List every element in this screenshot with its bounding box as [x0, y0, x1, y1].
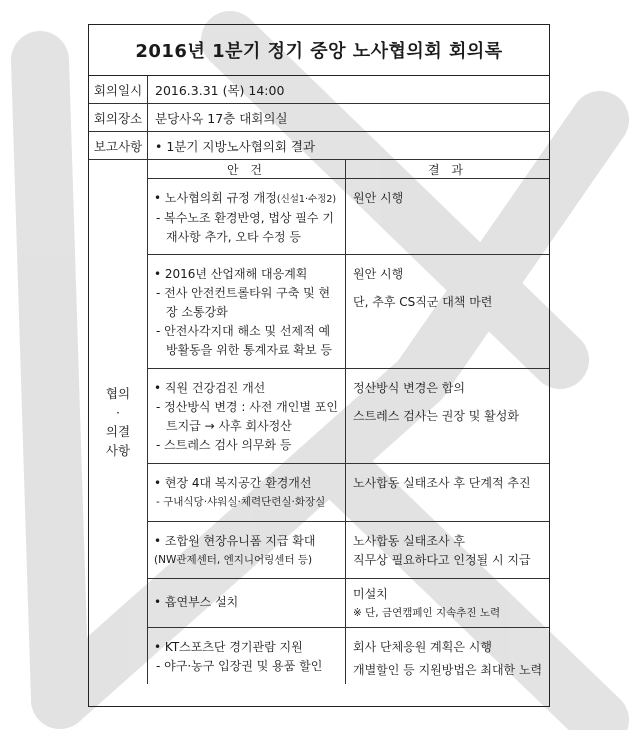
result-cell — [346, 464, 549, 522]
agenda-item-title: • 흡연부스 설치 — [154, 595, 239, 610]
agenda-cell — [148, 522, 346, 578]
agenda-item-title: • 2016년 산업재해 대응계획 — [154, 267, 308, 282]
agenda-table-header — [148, 160, 549, 179]
agenda-item-title: • 노사협의회 규정 개정(신설1·수정2) — [154, 191, 337, 206]
report-row — [89, 132, 549, 160]
agenda-item-detail: - 정산방식 변경 : 사전 개인별 포인트지급 → 사후 회사정산 — [156, 399, 338, 433]
agenda-label-line: 협의 — [105, 386, 131, 401]
agenda-section — [89, 160, 549, 684]
table-row — [148, 579, 549, 628]
minutes-document — [88, 24, 550, 707]
document-title: 2016년 1분기 정기 중앙 노사협의회 회의록 — [89, 25, 549, 76]
agenda-cell — [148, 369, 346, 463]
agenda-item-detail: - 야구·농구 입장권 및 용품 할인 — [156, 659, 323, 673]
result-cell — [346, 628, 549, 684]
result-note: ※ 단, 금연캠페인 지속추진 노력 — [353, 606, 501, 619]
agenda-label-line: · — [116, 405, 120, 420]
column-header-result: 결 과 — [428, 162, 467, 177]
result-cell — [346, 522, 549, 578]
meeting-place-row — [89, 104, 549, 132]
result-cell — [346, 369, 549, 463]
agenda-cell — [148, 579, 346, 627]
result-text: 노사합동 실태조사 후 단계적 추진 — [353, 475, 531, 490]
agenda-item-detail: - 구내식당·샤워실·체력단련실·화장실 — [156, 495, 326, 508]
agenda-label-line: 의결 — [105, 424, 131, 439]
agenda-item-title: • 현장 4대 복지공간 환경개선 — [154, 475, 312, 490]
report-value: • 1분기 지방노사협의회 결과 — [155, 138, 316, 154]
agenda-item-detail: - 안전사각지대 해소 및 선제적 예방활동을 위한 통계자료 확보 등 — [156, 324, 332, 358]
result-cell — [346, 255, 549, 367]
result-text: 미설치 — [353, 586, 388, 601]
meeting-place-value: 분당사옥 17층 대회의실 — [155, 110, 288, 126]
table-row — [148, 179, 549, 255]
column-header-agenda: 안 건 — [148, 160, 346, 178]
meeting-date-value: 2016.3.31 (목) 14:00 — [155, 82, 285, 98]
result-text: 노사합동 실태조사 후 — [353, 534, 465, 549]
table-row — [148, 628, 549, 684]
agenda-cell — [148, 179, 346, 254]
agenda-cell — [148, 464, 346, 522]
result-text: 스트레스 검사는 권장 및 활성화 — [353, 408, 519, 423]
result-text: 원안 시행 — [353, 191, 404, 206]
agenda-cell — [148, 628, 346, 684]
agenda-item-detail: (NW관제센터, 엔지니어링센터 등) — [154, 554, 313, 567]
agenda-item-title: • 조합원 현장유니폼 지급 확대 — [154, 534, 316, 549]
agenda-item-title: • KT스포츠단 경기관람 지원 — [154, 640, 303, 654]
result-text: 단, 추후 CS직군 대책 마련 — [353, 295, 493, 310]
meeting-date-row — [89, 76, 549, 104]
agenda-section-label — [89, 160, 148, 684]
agenda-cell — [148, 255, 346, 367]
agenda-item-note: (신설1·수정2) — [276, 194, 337, 206]
agenda-item-detail: - 복수노조 환경반영, 법상 필수 기재사항 추가, 오타 수정 등 — [156, 211, 334, 245]
result-cell — [346, 179, 549, 254]
agenda-table — [148, 160, 549, 684]
meeting-date-label: 회의일시 — [89, 76, 148, 103]
result-text: 회사 단체응원 계획은 시행 — [353, 640, 492, 654]
meeting-place-label: 회의장소 — [89, 104, 148, 131]
table-row — [148, 369, 549, 464]
agenda-item-detail: - 스트레스 검사 의무화 등 — [156, 437, 292, 452]
agenda-item-title: • 직원 건강검진 개선 — [154, 380, 266, 395]
agenda-label-line: 사항 — [105, 443, 131, 458]
result-text: 직무상 필요하다고 인정될 시 지급 — [353, 553, 531, 568]
result-text: 원안 시행 — [353, 267, 404, 282]
result-text: 정산방식 변경은 합의 — [353, 380, 465, 395]
table-row — [148, 255, 549, 368]
table-row — [148, 464, 549, 523]
report-label: 보고사항 — [89, 132, 148, 159]
result-text: 개별할인 등 지원방법은 최대한 노력 — [353, 663, 543, 677]
result-cell — [346, 579, 549, 627]
agenda-item-detail: - 전사 안전컨트롤타워 구축 및 현장 소통강화 — [156, 286, 331, 320]
table-row — [148, 522, 549, 579]
